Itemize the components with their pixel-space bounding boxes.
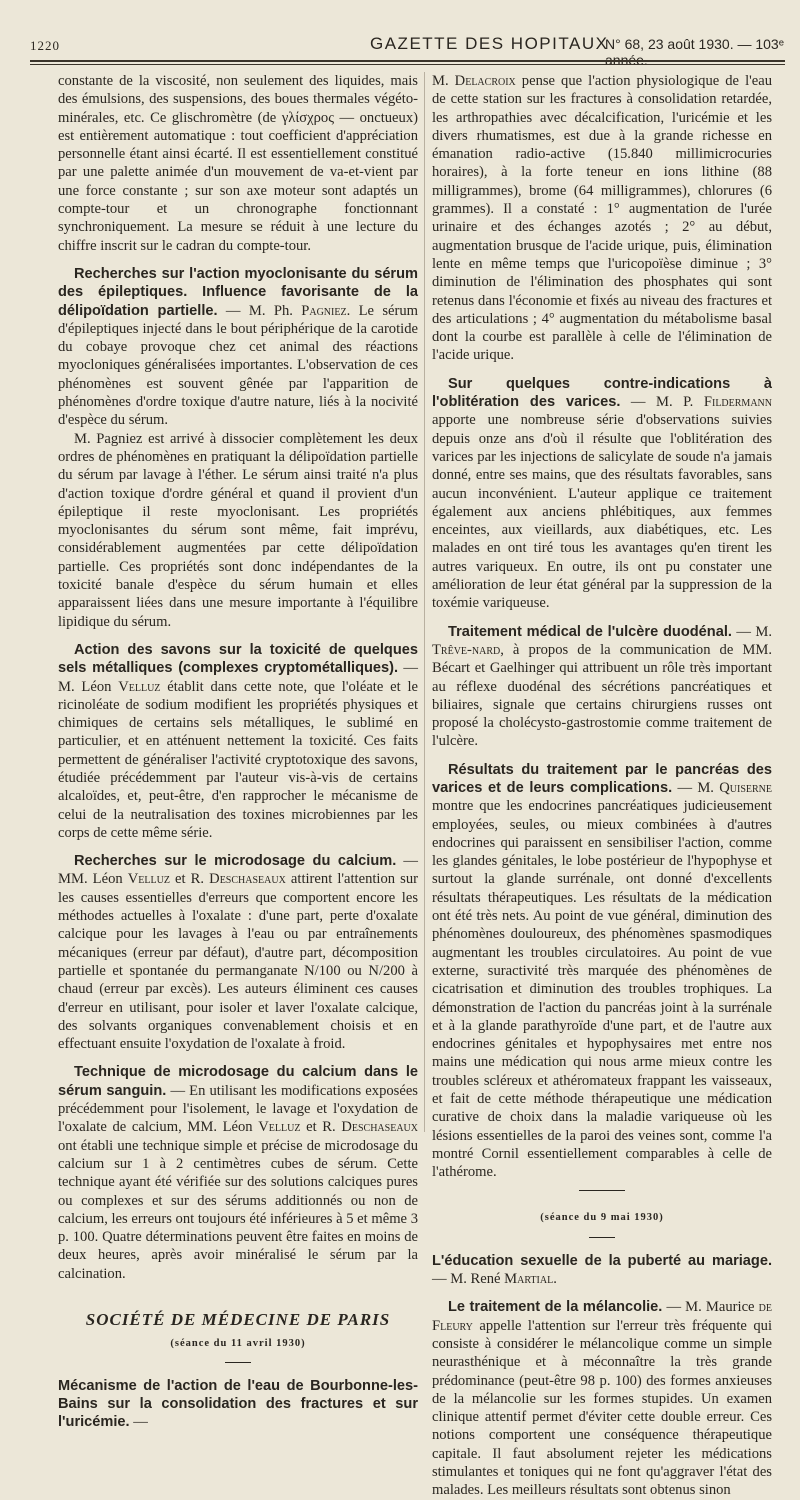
article-ulcere: Traitement médical de l'ulcère duodénal. — M. Trêve-nard, à propos de la communication de MM. Bécart et Gaelhinger qui attribuent un rôle très important au réflexe duodénal des sécrétions pancréatiques et biliaires, signale que certains chirurgiens russes ont proposé la cholécysto-gastrostomie comme traitement de l'ulcère.: [432, 623, 772, 750]
author-name: Deschaseaux: [209, 871, 286, 888]
author-name: Deschaseaux: [341, 1119, 418, 1136]
divider: [225, 1362, 251, 1363]
session-date: (séance du 11 avril 1930): [170, 1338, 306, 1350]
divider: [579, 1190, 625, 1191]
paragraph: M. Delacroix pense que l'action physiologique de l'eau de cette station sur les fractures à consolidation retardée, les arthropathies avec décalcification, l'uricémie et les divers rhumatismes, est due à la grande richesse en émanation radio-active (15.840 millimicrocuries horaires), à la forte teneur en ions lithine (88 milligrammes), brome (64 milligrammes), chlorures (6 grammes). Il a constaté : 1° augmentation de l'urée urinaire et des échanges azotés ; 2° au début, augmentation brusque de l'acide urique, puis, élimination lente en même temps que l'uricopoïèse diminue ; 3° diminution de l'élimination des phosphates qui sont retenus dans l'économie et fixés au niveau des fractures et des articulations ; 4° augmentation du métabolisme basal dont la courbe est parallèle à celle de l'élimination de l'acide urique.: [432, 73, 773, 364]
paragraph: M. Pagniez est arrivé à dissocier complètement les deux ordres de phénomènes en pratiquant la délipoïdation partielle du sérum par lavage à l'éther. Le sérum ainsi traité n'a plus d'action toxique d'ordre général et quand il provient d'un épileptique il reste myoclonisant. Les propriétés myoclonisantes du sérum sont même, fait imprévu, considérablement augmentées par cette délipoïdation partielle. Ces propriétés sont donc indépendantes de la toxicité banale d'espèce du sérum humain et elles apparaissent liées dans une mesure importante à l'équilibre lipidique du sérum.: [58, 430, 418, 630]
article-title: Action des savons sur la toxicité de quelques sels métalliques (complexes cryptométalliques).: [58, 641, 418, 677]
author-name: Velluz: [118, 678, 161, 695]
article-microdosage-calcium: Recherches sur le microdosage du calcium. — MM. Léon Velluz et R. Deschaseaux attirent l'attention sur les causes essentielles d'erreurs que comportent encore les méthodes actuelles à l'oxalate : d'une part, perte d'oxalate calcique pour les lavages à l'eau ou par entraînements mécaniques (erreur par défaut), d'autre part, décomposition partielle et spontanée du permanganate N/100 ou N/200 à chaud (erreur par excès). Les auteurs éliminent ces causes d'erreur en utilisant, pour isoler et laver l'oxalate calcique, des solvants organiques convenablement choisis et en effectuant ensuite l'oxydation de l'oxalate à froid.: [58, 853, 419, 1053]
header-rule-thin: [30, 64, 785, 65]
author-name: Pagniez: [301, 302, 347, 319]
article-varices: Sur quelques contre-indications à l'oblitération des varices. — M. P. Fildermann apporte une nombreuse série d'observations suivies depuis onze ans d'où il résulte que l'oblitération des varices par les injections de salicylate de soude n'a jamais donné, entre ses mains, que des résultats favorables, sans aucun inconvénient. L'auteur applique ce traitement également aux anciens phlébitiques, aux femmes enceintes, aux vieillards, aux diabétiques, etc. Les malades en ont tiré tous les avantages qu'en tirent les autres variqueux. En outre, ils ont pu constater une amélioration de leur état général par la suppression de la toxémie variqueuse.: [432, 375, 772, 612]
article-melancolie: Le traitement de la mélancolie. — M. Maurice de Fleury appelle l'attention sur l'erreur très fréquente qui consiste à considérer le mélancolique comme un simple neurasthénique et à méconnaître la très grande prédominance (peut-être 98 p. 100) des formes anxieuses de la mélancolie sur les formes stupides. Un examen clinique attentif permet d'éviter cette double erreur. Ces notions comportent une conséquence thérapeutique capitale. Il faut absolument rejeter les médications stimulantes et toniques qui ne font qu'aggraver l'état des malades. Les meilleurs résultats sont obtenus sinon: [432, 1299, 772, 1499]
article-title: Traitement médical de l'ulcère duodénal.: [448, 623, 732, 640]
article-title: Résultats du traitement par le pancréas des varices et de leurs complications.: [432, 761, 772, 796]
author-name: Trêve-nard: [432, 641, 501, 658]
article-recherches-myoclonisante: Recherches sur l'action myoclonisante du sérum des épileptiques. Influence favorisante de la délipoïdation partielle. — M. Ph. Pagniez. Le sérum d'épileptiques injecté dans le bout périphérique de la carotide du cobaye provoque chez cet animal des réactions myocloniques généralisées importantes. L'observation de ces phénomènes est souvent gênée par l'apparition de phénomènes d'ordre toxique d'autre nature, liés à la nocivité d'espèce du sérum.: [58, 265, 418, 429]
header-rule: [30, 60, 785, 62]
page-number: 1220: [30, 38, 60, 53]
article-title: Technique de microdosage du calcium dans le sérum sanguin.: [58, 1064, 418, 1099]
column-separator: [424, 72, 425, 1132]
left-column: [58, 72, 418, 1431]
author-name: Fildermann: [703, 394, 772, 411]
divider: [589, 1237, 615, 1238]
issue-info: N° 68, 23 août 1930. — 103ᵉ année.: [605, 36, 784, 68]
article-bourbonne: Mécanisme de l'action de l'eau de Bourbonne-les-Bains sur la consolidation des fractures et sur l'uricémie. —: [58, 1377, 418, 1431]
author-name: Martial: [504, 1271, 554, 1288]
article-title: Recherches sur l'action myoclonisante du sérum des épileptiques. Influence favorisante de la délipoïdation partielle.: [58, 265, 418, 319]
article-pancreas: Résultats du traitement par le pancréas des varices et de leurs complications. — M. Quiserne montre que les endocrines pancréatiques judicieusement employées, seules, ou mieux combinées à d'autres endocrines qui paraissent en sensibiliser l'action, comme les glandes génitales, le lobe postérieur de l'hypophyse et surtout la glande surrénale, ont donné d'excellents résultats thérapeutiques. Les résultats de la médication ont été très nets. Au point de vue général, diminution des phénomènes douloureux, des phénomènes spasmodiques augmentant les troubles circulatoires. Au point de vue externe, suractivité très marquée des phénomènes de cicatrisation et diminution des troubles trophiques. La démonstration de l'action du pancréas joint à la surrénale et à la glande parathyroïde d'une part, et de l'autre aux endocrines génitales et hypophysaires met entre nos mains une médication qui nous arme mieux contre les troubles scléreux et athéromateux frappant les vaisseaux, et fait de cette méthode thérapeutique une médication curative de choix dans la maladie variqueuse où les lésions essentielles de la paroi des veines sont, comme l'a montré Cornil essentiellement comparables à celle de l'athérome.: [432, 761, 772, 1181]
author-name: Quiserne: [719, 779, 772, 796]
society-heading: SOCIÉTÉ DE MÉDECINE DE PARIS: [85, 1310, 391, 1329]
article-title: Recherches sur le microdosage du calcium.: [74, 853, 397, 870]
article-title: Le traitement de la mélancolie.: [448, 1299, 663, 1316]
author-name: Velluz: [258, 1119, 301, 1136]
session-date: (séance du 9 mai 1930): [540, 1211, 664, 1223]
author-name: de Fleury: [432, 1299, 772, 1334]
paragraph: constante de la viscosité, non seulement des liquides, mais des émulsions, des suspensions, des boues thermales végéto-minérales, etc. Ce glischromètre (de γλίσχρος — onctueux) est entièrement automatique : tout coefficient d'appréciation personnelle étant ainsi écarté. Il est essentiellement constitué par une palette animée d'un mouvement de va-et-vient par une force constante ; sur son axe moteur sont adaptés un compte-tour et un chronographe fonctionnant synchroniquement. La mesure se réduit à une lecture du chiffre inscrit sur le cadran du compte-tour.: [58, 73, 418, 254]
article-title: Sur quelques contre-indications à l'oblitération des varices.: [432, 375, 772, 411]
article-title: Mécanisme de l'action de l'eau de Bourbonne-les-Bains sur la consolidation des fractures et sur l'uricémie.: [58, 1377, 418, 1431]
article-education: L'éducation sexuelle de la puberté au mariage. — M. René Martial.: [432, 1252, 772, 1288]
author-name: Delacroix: [454, 73, 516, 89]
author-name: Velluz: [127, 871, 170, 888]
page-header: [30, 34, 784, 68]
article-technique-microdosage: Technique de microdosage du calcium dans le sérum sanguin. — En utilisant les modifications exposées précédemment pour l'isolement, le lavage et l'oxydation de l'oxalate de calcium, MM. Léon Velluz et R. Deschaseaux ont établi une technique simple et précise de microdosage du calcium sur 1 à 2 centimètres cubes de sérum. Cette technique ayant été vérifiée sur des solutions calciques pures ou complexes et sur des sérums additionnés ou non de calcium, les erreurs ont toujours été inférieures à 5 et même 3 p. 100. Quatre déterminations peuvent être faites en moins de deux heures, après avoir minéralisé le sérum par la calcination.: [58, 1064, 418, 1282]
article-title: L'éducation sexuelle de la puberté au mariage.: [432, 1252, 772, 1269]
right-column: [432, 72, 772, 1500]
article-action-savons: Action des savons sur la toxicité de quelques sels métalliques (complexes cryptométalliques). — M. Léon Velluz établit dans cette note, que l'oléate et le ricinoléate de sodium modifient les propriétés physiques et chimiques de certains sels métalliques, le sublimé en particulier, et en atténuent nettement la toxicité. Ces faits permettent de généraliser l'activité cryptotoxique des savons, étudiée précédemment par l'auteur vis-à-vis de certains alcaloïdes, et, peut-être, d'en rapprocher le mécanisme de celui de la neutralisation des toxines microbiennes par les corps de cette même série.: [58, 641, 418, 841]
journal-title: GAZETTE DES HOPITAUX: [370, 34, 609, 53]
